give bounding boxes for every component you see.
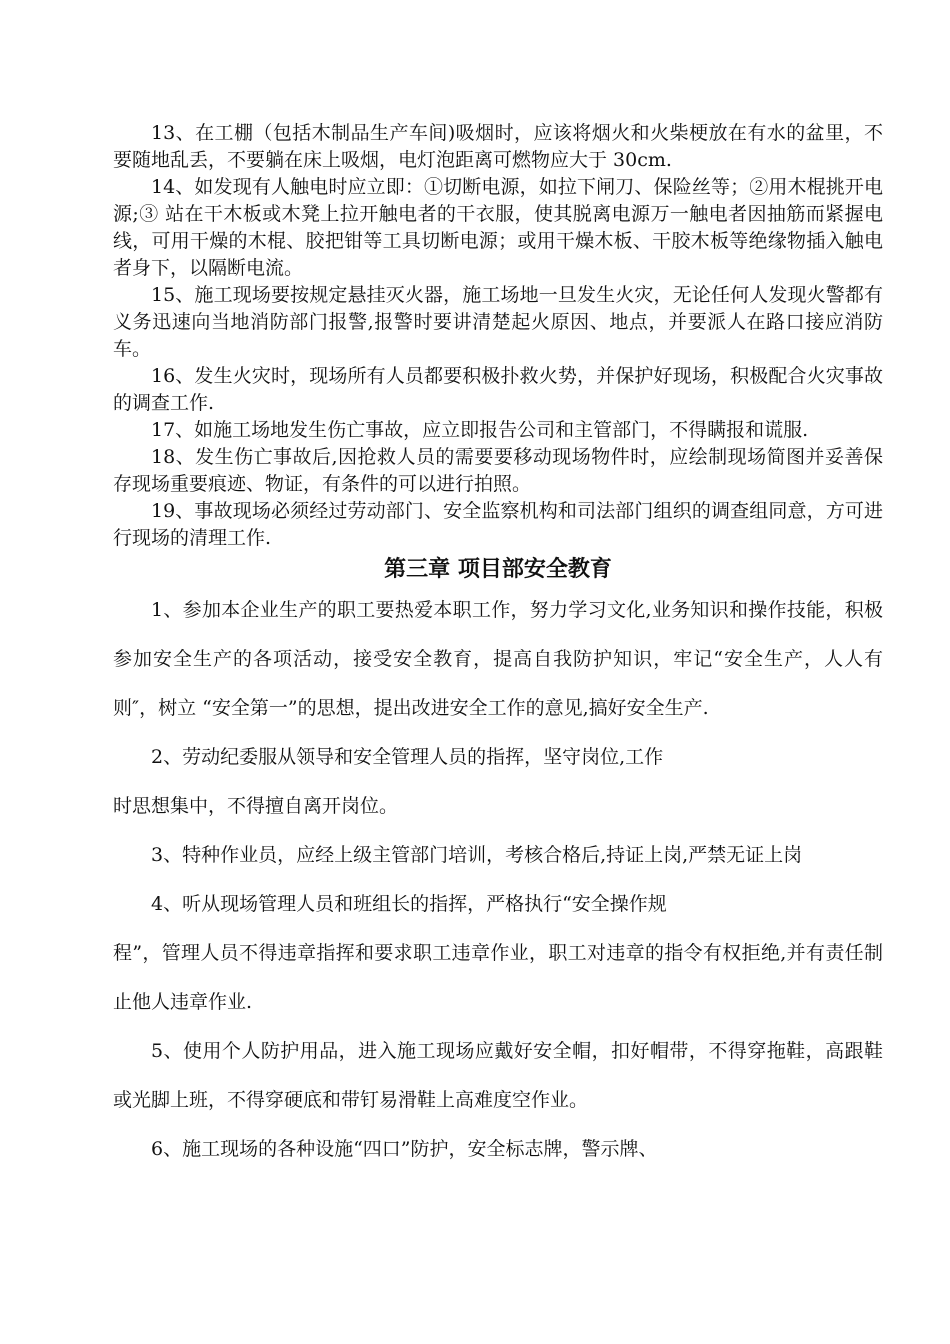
rule-17: 17、如施工场地发生伤亡事故，应立即报告公司和主管部门，不得瞒报和谎服. xyxy=(151,419,809,441)
chapter-title: 第三章 项目部安全教育 xyxy=(384,557,612,582)
education-item-5: 5、使用个人防护用品，进入施工现场应戴好安全帽，扣好帽带，不得穿拖鞋，高跟鞋或光脚上班，不得穿硬底和带钉易滑鞋上高难度空作业。 xyxy=(113,1040,883,1111)
education-item-2-line2: 时思想集中，不得擅自离开岗位。 xyxy=(113,795,399,817)
rule-16: 16、发生火灾时，现场所有人员都要积极扑救火势，并保护好现场，积极配合火灾事故的调查工作. xyxy=(113,365,883,414)
rule-19: 19、事故现场必须经过劳动部门、安全监察机构和司法部门组织的调查组同意，方可进行现场的清理工作. xyxy=(113,500,883,549)
rule-13: 13、在工棚（包括木制品生产车间)吸烟时，应该将烟火和火柴梗放在有水的盆里，不要随地乱丢，不要躺在床上吸烟，电灯泡距离可燃物应大于 30cm. xyxy=(113,122,883,171)
education-item-2-line1: 2、劳动纪委服从领导和安全管理人员的指挥，坚守岗位,工作 xyxy=(151,746,664,768)
education-item-6: 6、施工现场的各种设施“四口”防护，安全标志牌，警示牌、 xyxy=(151,1138,658,1160)
education-item-4-line2: 程”，管理人员不得违章指挥和要求职工违章作业，职工对违章的指令有权拒绝,并有责任制止他人违章作业. xyxy=(113,942,883,1013)
education-item-3: 3、特种作业员，应经上级主管部门培训，考核合格后,持证上岗,严禁无证上岗 xyxy=(151,844,803,866)
education-item-1: 1、参加本企业生产的职工要热爱本职工作，努力学习文化,业务知识和操作技能，积极参加安全生产的各项活动，接受安全教育，提高自我防护知识，牢记“安全生产，人人有则″，树立 “安全第一”的思想，提出改进安全工作的意见,搞好安全生产. xyxy=(113,599,883,719)
safety-rules-section xyxy=(113,120,883,552)
education-item-4-line1: 4、听从现场管理人员和班组长的指挥，严格执行“安全操作规 xyxy=(151,893,667,915)
rule-14: 14、如发现有人触电时应立即：①切断电源，如拉下闸刀、保险丝等；②用木棍挑开电源;③ 站在干木板或木凳上拉开触电者的干衣服，使其脱离电源万一触电者因抽筋而紧握电线，可用干燥的木棍、胶把钳等工具切断电源；或用干燥木板、干胶木板等绝缘物插入触电者身下，以隔断电流。 xyxy=(113,176,883,279)
safety-education-section xyxy=(113,586,883,1174)
rule-18: 18、发生伤亡事故后,因抢救人员的需要要移动现场物件时，应绘制现场简图并妥善保存现场重要痕迹、物证，有条件的可以进行拍照。 xyxy=(113,446,883,495)
rule-15: 15、施工现场要按规定悬挂灭火器，施工场地一旦发生火灾，无论任何人发现火警都有义务迅速向当地消防部门报警,报警时要讲清楚起火原因、地点，并要派人在路口接应消防车。 xyxy=(113,284,883,360)
